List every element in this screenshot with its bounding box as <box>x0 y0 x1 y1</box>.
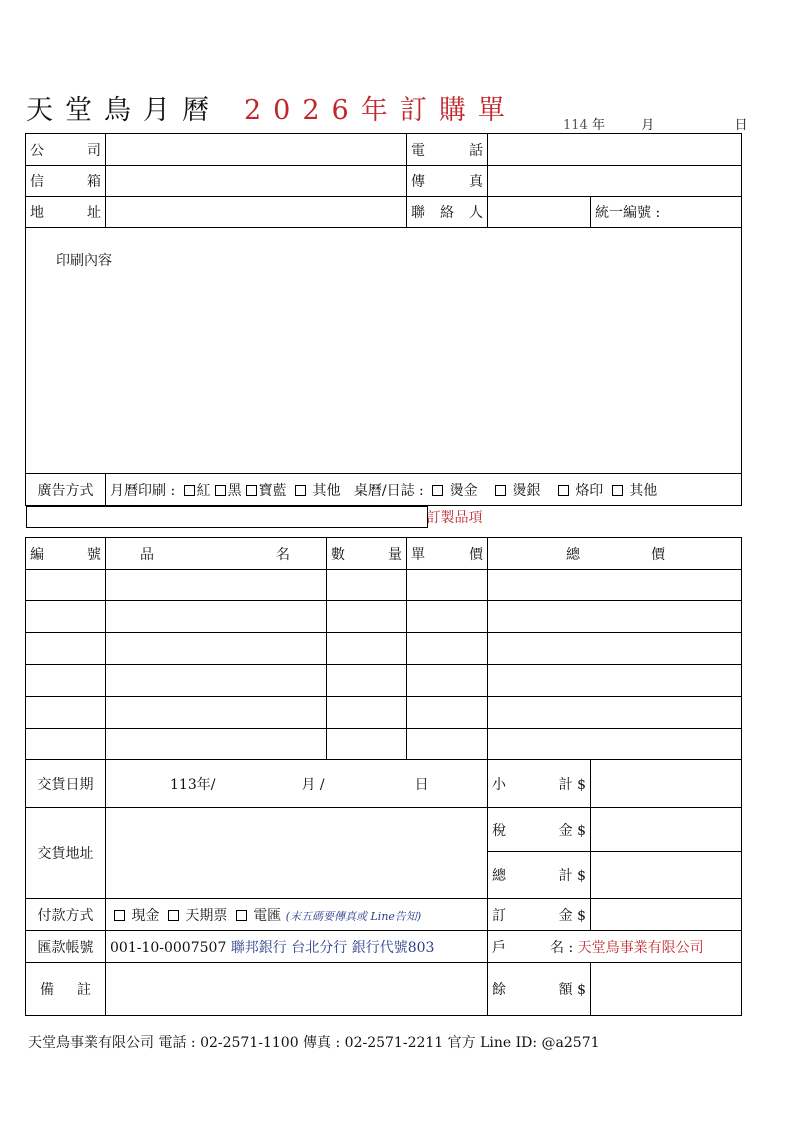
subtotal-label: 小 計 $ <box>488 760 591 808</box>
tax-id-label[interactable]: 統一編號 : <box>591 197 742 228</box>
delivery-address-field[interactable] <box>106 808 488 899</box>
item-row <box>26 729 742 760</box>
checkbox-gold-foil[interactable] <box>432 485 443 496</box>
item-row <box>26 633 742 665</box>
row-email-fax <box>26 166 742 197</box>
col-header-price: 單 價 <box>407 538 488 570</box>
delivery-date-field[interactable]: 113年/ 月 / 日 <box>106 760 488 808</box>
email-field[interactable] <box>106 166 407 197</box>
form-date: 114 年 月 日 <box>563 118 748 133</box>
checkbox-silver-foil[interactable] <box>495 485 506 496</box>
row-ad-method <box>26 474 742 506</box>
row-item-header <box>26 538 742 570</box>
order-items-title: 訂 製 品 項 <box>26 506 428 528</box>
item-row <box>26 570 742 601</box>
item-row <box>26 665 742 697</box>
phone-label: 電 話 <box>407 134 488 166</box>
remarks-field[interactable] <box>106 963 488 1016</box>
row-tax <box>26 808 742 852</box>
checkbox-other[interactable] <box>295 485 306 496</box>
item-row <box>26 697 742 729</box>
ad-method-label: 廣告方式 <box>26 474 106 506</box>
checkbox-other-2[interactable] <box>612 485 623 496</box>
title-order-form: 2026年訂購單 <box>244 95 517 126</box>
col-header-qty: 數 量 <box>327 538 407 570</box>
payment-label: 付款方式 <box>26 899 106 931</box>
checkbox-wire[interactable] <box>236 910 247 921</box>
total-label: 總 計 $ <box>488 852 591 899</box>
deposit-field[interactable] <box>591 899 742 931</box>
row-payment <box>26 899 742 931</box>
row-company-phone <box>26 134 742 166</box>
row-delivery-date <box>26 760 742 808</box>
payment-note: (末五碼要傳真或 Line告知) <box>285 909 422 923</box>
account-holder-name: 天堂鳥事業有限公司 <box>577 939 704 956</box>
col-header-no: 編 號 <box>26 538 106 570</box>
bank-label: 匯款帳號 <box>26 931 106 963</box>
total-field[interactable] <box>591 852 742 899</box>
tax-field[interactable] <box>591 808 742 852</box>
contact-field[interactable] <box>488 197 591 228</box>
row-section-title <box>26 506 742 538</box>
print-content-area[interactable] <box>26 228 742 474</box>
remarks-label: 備 註 <box>26 963 106 1016</box>
row-remarks <box>26 963 742 1016</box>
title-brand: 天堂鳥月曆 <box>26 95 221 126</box>
ad-method-options: 月曆印刷 : 紅 黑 寶藍 其他 桌曆/日誌 : 燙金 燙銀 烙印 其他 <box>106 474 742 506</box>
bank-name: 聯邦銀行 台北分行 銀行代號803 <box>230 939 435 956</box>
company-footer: 天堂鳥事業有限公司 電話 : 02-2571-1100 傳真 : 02-2571-2211 官方 Line ID: @a2571 <box>28 1035 600 1051</box>
order-form-table <box>25 133 742 1016</box>
phone-field[interactable] <box>488 134 742 166</box>
fax-field[interactable] <box>488 166 742 197</box>
checkbox-black[interactable] <box>215 485 226 496</box>
col-header-total: 總 價 <box>488 538 742 570</box>
contact-label: 聯 絡 人 <box>407 197 488 228</box>
company-field[interactable] <box>106 134 407 166</box>
col-header-name: 品 名 <box>106 538 327 570</box>
address-field[interactable] <box>106 197 407 228</box>
checkbox-royal-blue[interactable] <box>246 485 257 496</box>
bank-info <box>106 931 488 963</box>
row-print-content <box>26 228 742 474</box>
checkbox-cash[interactable] <box>114 910 125 921</box>
checkbox-red[interactable] <box>184 485 195 496</box>
payment-options: 現金 天期票 電匯 (末五碼要傳真或 Line告知) <box>106 899 488 931</box>
email-label: 信 箱 <box>26 166 106 197</box>
tax-label: 稅 金 $ <box>488 808 591 852</box>
fax-label: 傳 真 <box>407 166 488 197</box>
item-row <box>26 601 742 633</box>
row-address-contact <box>26 197 742 228</box>
balance-field[interactable] <box>591 963 742 1016</box>
bank-account: 001-10-0007507 <box>110 939 227 956</box>
delivery-date-label: 交貨日期 <box>26 760 106 808</box>
subtotal-field[interactable] <box>591 760 742 808</box>
account-holder: 戶 名 : 天堂鳥事業有限公司 <box>488 931 742 963</box>
print-content-label: 印刷內容 <box>56 253 112 269</box>
checkbox-check[interactable] <box>168 910 179 921</box>
deposit-label: 訂 金 $ <box>488 899 591 931</box>
row-bank <box>26 931 742 963</box>
address-label: 地 址 <box>26 197 106 228</box>
checkbox-emboss[interactable] <box>558 485 569 496</box>
delivery-address-label: 交貨地址 <box>26 808 106 899</box>
balance-label: 餘 額 $ <box>488 963 591 1016</box>
company-label: 公 司 <box>26 134 106 166</box>
